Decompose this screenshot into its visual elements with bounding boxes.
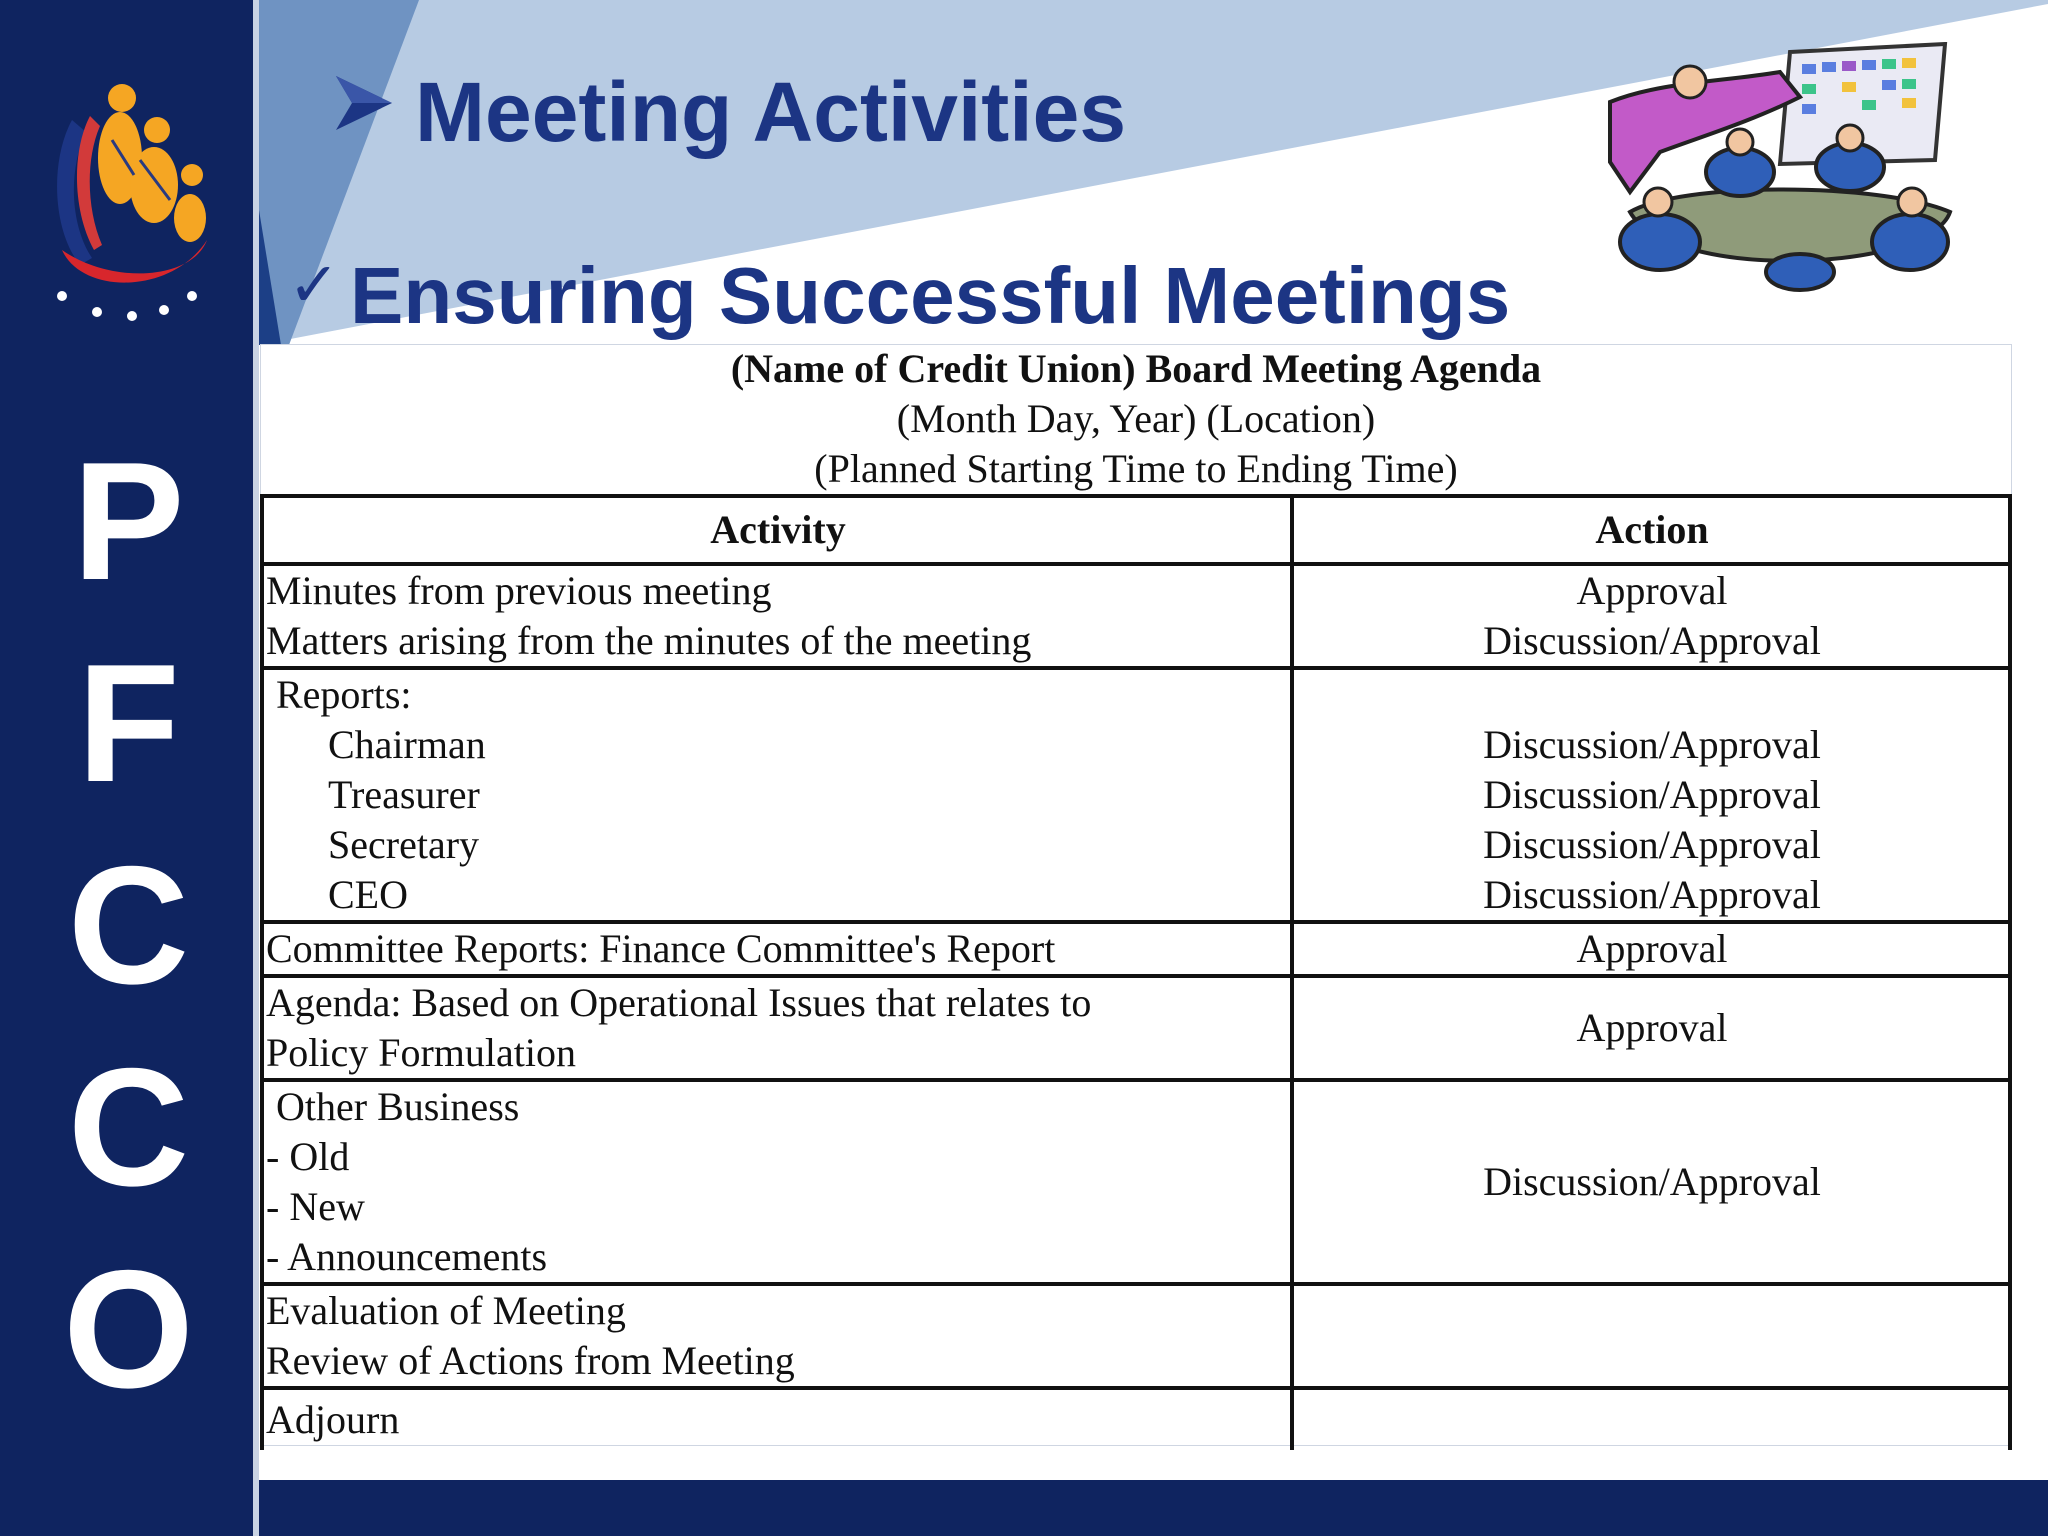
footer-bar	[259, 1480, 2048, 1536]
action-line: Approval	[1576, 568, 1728, 613]
activity-cell	[262, 1388, 1292, 1450]
activity-line: Agenda: Based on Operational Issues that relates to	[266, 980, 1092, 1025]
action-line: Discussion/Approval	[1483, 772, 1821, 817]
action-cell	[1292, 564, 2010, 668]
table-row	[262, 1080, 2010, 1284]
agenda-header	[260, 344, 2012, 494]
table-row	[262, 1388, 2010, 1450]
pfcco-vertical-letters	[0, 420, 257, 1430]
activity-cell	[262, 668, 1292, 922]
arrow-bullet-icon	[332, 70, 394, 136]
sidebar-letter: P	[72, 427, 185, 615]
activity-line: - Old	[266, 1134, 350, 1179]
table-row	[262, 922, 2010, 976]
page-subtitle: Ensuring Successful Meetings	[350, 251, 1511, 340]
activity-line: Treasurer	[328, 772, 480, 817]
action-cell	[1292, 1284, 2010, 1388]
activity-line: Adjourn	[266, 1397, 400, 1442]
action-line: Discussion/Approval	[1483, 822, 1821, 867]
action-line: Approval	[1576, 926, 1728, 971]
action-cell	[1292, 922, 2010, 976]
checkmark-icon: ✓	[288, 248, 340, 321]
activity-line: Committee Reports: Finance Committee's Report	[266, 926, 1056, 971]
activity-line: - Announcements	[266, 1234, 548, 1279]
activity-line: Other Business	[276, 1084, 520, 1129]
sidebar-letter: O	[63, 1235, 194, 1423]
meeting-presentation-clipart-icon	[1600, 42, 1960, 292]
activity-line: - New	[266, 1184, 365, 1229]
agenda-document	[260, 344, 2012, 1446]
activity-cell	[262, 1284, 1292, 1388]
action-line: Discussion/Approval	[1483, 722, 1821, 767]
activity-cell	[262, 922, 1292, 976]
activity-line: Evaluation of Meeting	[266, 1288, 626, 1333]
column-header-action: Action	[1292, 496, 2010, 564]
activity-cell	[262, 976, 1292, 1080]
activity-line: CEO	[328, 872, 408, 917]
empty-cell	[1296, 1395, 2008, 1445]
action-cell	[1292, 668, 2010, 922]
agenda-date-location: (Month Day, Year) (Location)	[896, 396, 1376, 441]
action-line: Approval	[1576, 1005, 1728, 1050]
pfcco-logo-icon	[42, 80, 212, 330]
agenda-table	[260, 494, 2012, 1450]
activity-line: Chairman	[328, 722, 486, 767]
action-line: Discussion/Approval	[1483, 1159, 1821, 1204]
activity-line: Review of Actions from Meeting	[266, 1338, 795, 1383]
activity-line: Secretary	[328, 822, 480, 867]
sidebar-letter: F	[77, 629, 180, 817]
page-title: Meeting Activities	[415, 65, 1127, 159]
activity-line: Minutes from previous meeting	[266, 568, 772, 613]
activity-line: Matters arising from the minutes of the meeting	[266, 618, 1032, 663]
agenda-title: (Name of Credit Union) Board Meeting Agenda	[730, 346, 1542, 391]
table-row	[262, 564, 2010, 668]
activity-cell	[262, 1080, 1292, 1284]
column-header-activity: Activity	[262, 496, 1292, 564]
table-row	[262, 976, 2010, 1080]
action-line: Discussion/Approval	[1483, 872, 1821, 917]
action-cell	[1292, 1080, 2010, 1284]
table-row	[262, 668, 2010, 922]
table-header-row	[262, 496, 2010, 564]
empty-cell	[1296, 1311, 2008, 1361]
sidebar	[0, 0, 257, 1536]
table-row	[262, 1284, 2010, 1388]
sidebar-letter: C	[67, 831, 190, 1019]
activity-line: Reports:	[276, 672, 412, 717]
action-cell	[1292, 976, 2010, 1080]
action-line	[1296, 670, 2008, 720]
agenda-time: (Planned Starting Time to Ending Time)	[814, 446, 1458, 491]
action-line: Discussion/Approval	[1483, 618, 1821, 663]
action-cell	[1292, 1388, 2010, 1450]
activity-cell	[262, 564, 1292, 668]
sidebar-letter: C	[67, 1033, 190, 1221]
activity-line: Policy Formulation	[266, 1030, 576, 1075]
